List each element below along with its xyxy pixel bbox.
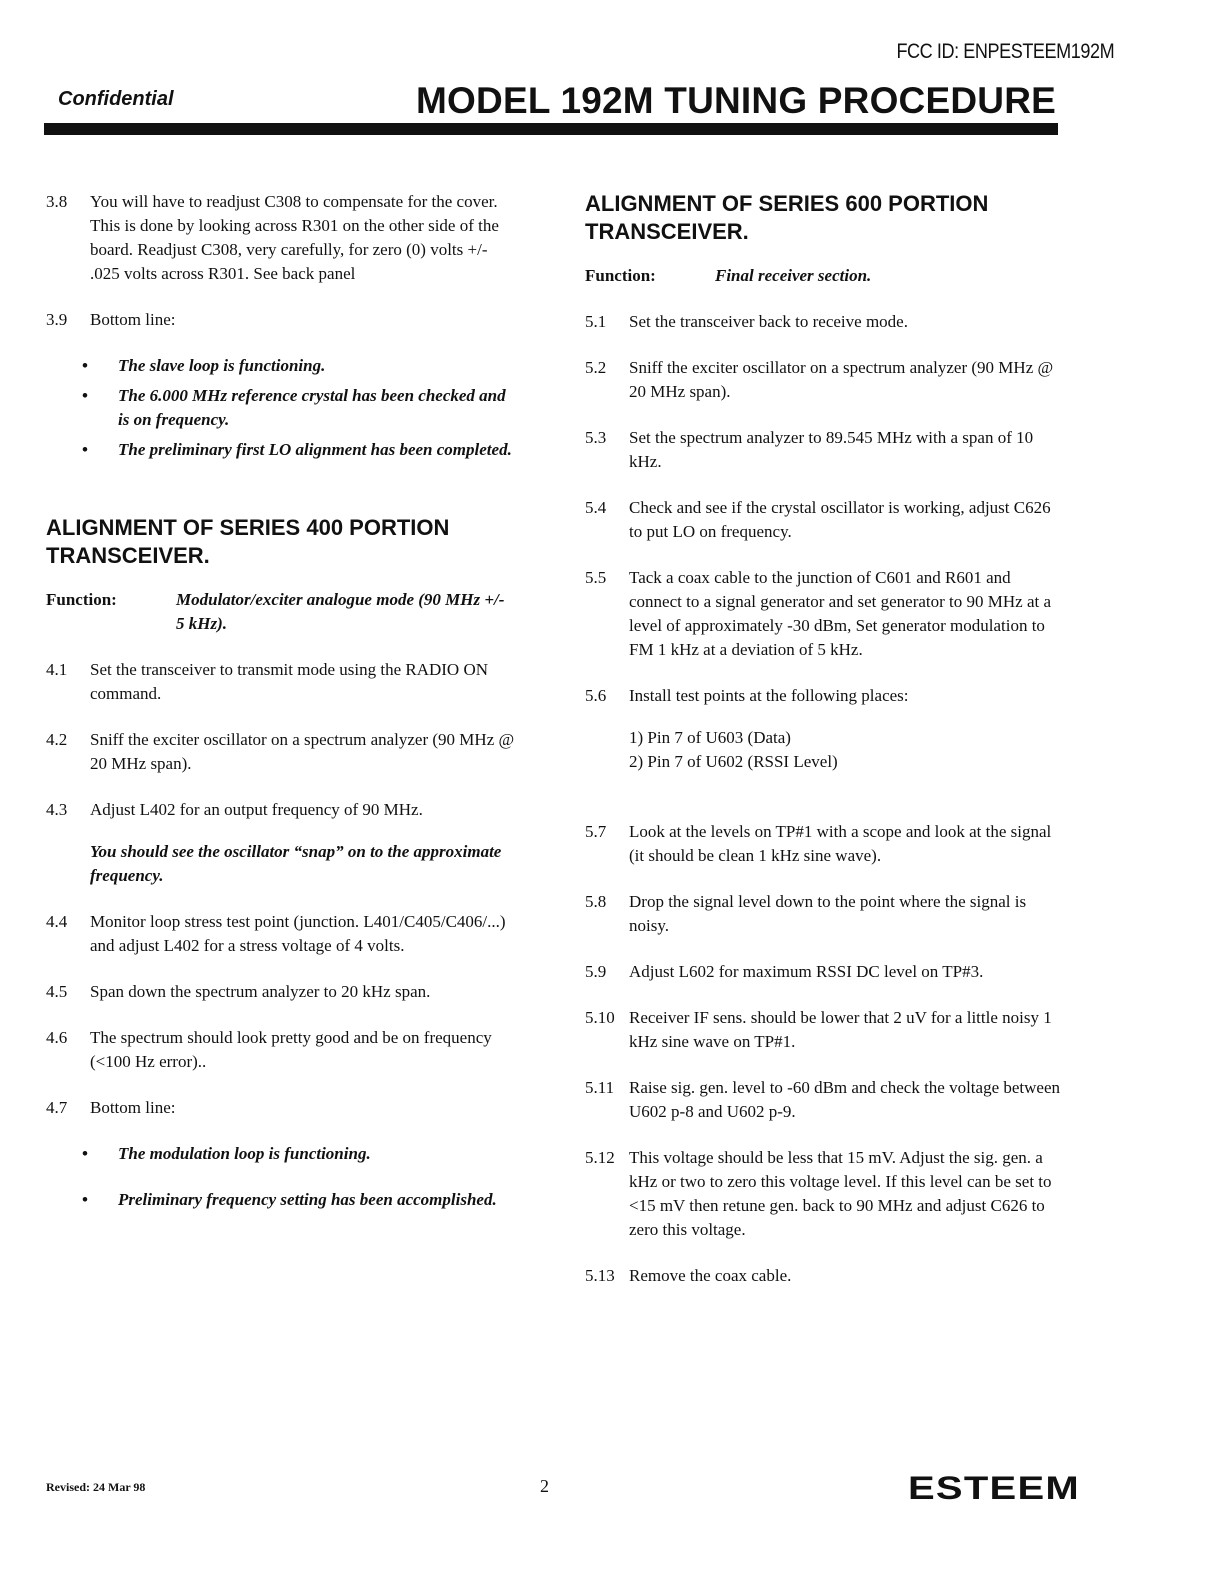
bullet-icon: • — [82, 440, 88, 459]
step-4-7 — [46, 1096, 516, 1120]
step-text: Drop the signal level down to the point where the signal is noisy. — [629, 892, 1027, 935]
step-text: Sniff the exciter oscillator on a spectrum analyzer (90 MHz @ 20 MHz span). — [90, 730, 515, 773]
test-point-list — [629, 726, 1065, 774]
confidential-label: Confidential — [58, 88, 174, 110]
step-number: 5.8 — [585, 892, 607, 911]
list-item — [82, 1142, 516, 1166]
step-number: 4.6 — [46, 1028, 68, 1047]
step-text: You will have to readjust C308 to compensate for the cover. This is done by looking across R301 on the other side of the board. Readjust C308, very carefully, for zero (0) volts +/- .025 volts across R301. See back panel — [90, 192, 499, 283]
step-4-5 — [46, 980, 516, 1004]
step-5-9 — [585, 960, 1065, 984]
right-column — [585, 190, 1065, 1310]
list-item — [82, 354, 516, 378]
step-number: 5.5 — [585, 568, 607, 587]
left-column — [46, 190, 516, 1234]
note-4-3: You should see the oscillator “snap” on to the approximate frequency. — [90, 842, 502, 885]
step-number: 5.11 — [585, 1078, 615, 1097]
step-number: 3.8 — [46, 192, 68, 211]
step-4-3 — [46, 798, 516, 822]
step-text: Set the transceiver to transmit mode using the RADIO ON command. — [90, 660, 489, 703]
step-number: 4.1 — [46, 660, 68, 679]
bottom-line-list-4-7 — [46, 1142, 516, 1212]
step-text: Span down the spectrum analyzer to 20 kHz span. — [90, 982, 431, 1001]
step-4-2 — [46, 728, 516, 776]
step-text: Set the spectrum analyzer to 89.545 MHz with a span of 10 kHz. — [629, 428, 1034, 471]
function-row-400 — [46, 588, 516, 636]
function-value: Final receiver section. — [715, 266, 872, 285]
step-5-4 — [585, 496, 1065, 544]
step-text: Monitor loop stress test point (junction. L401/C405/C406/...) and adjust L402 for a stress voltage of 4 volts. — [90, 912, 506, 955]
step-text: Adjust L402 for an output frequency of 90 MHz. — [90, 800, 423, 819]
step-number: 4.2 — [46, 730, 68, 749]
list-item — [82, 384, 516, 432]
step-5-7 — [585, 820, 1065, 868]
step-number: 5.12 — [585, 1148, 615, 1167]
step-text: The spectrum should look pretty good and be on frequency (<100 Hz error).. — [90, 1028, 492, 1071]
step-4-1 — [46, 658, 516, 706]
step-5-13 — [585, 1264, 1065, 1288]
bullet-icon: • — [82, 386, 88, 405]
function-value: Modulator/exciter analogue mode (90 MHz +/- 5 kHz). — [176, 590, 505, 633]
step-text: Tack a coax cable to the junction of C601 and R601 and connect to a signal generator and set generator to 90 MHz at a level of approximately -30 dBm, Set generator modulation to FM 1 kHz at a deviation of 5 kHz. — [629, 568, 1052, 659]
bullet-text: The preliminary first LO alignment has been completed. — [118, 440, 512, 459]
header-rule — [44, 123, 1058, 135]
bullet-text: The 6.000 MHz reference crystal has been checked and is on frequency. — [118, 386, 506, 429]
step-text: Raise sig. gen. level to -60 dBm and check the voltage between U602 p-8 and U602 p-9. — [629, 1078, 1061, 1121]
function-row-600 — [585, 264, 1065, 288]
step-number: 5.9 — [585, 962, 607, 981]
step-number: 5.2 — [585, 358, 607, 377]
step-5-5 — [585, 566, 1065, 662]
step-number: 5.3 — [585, 428, 607, 447]
step-5-3 — [585, 426, 1065, 474]
step-text: Adjust L602 for maximum RSSI DC level on TP#3. — [629, 962, 984, 981]
step-number: 4.7 — [46, 1098, 68, 1117]
step-5-10 — [585, 1006, 1065, 1054]
step-text: Install test points at the following places: — [629, 686, 909, 705]
step-number: 5.4 — [585, 498, 607, 517]
step-text: Bottom line: — [90, 310, 176, 329]
step-5-2 — [585, 356, 1065, 404]
step-text: Remove the coax cable. — [629, 1266, 792, 1285]
step-text: This voltage should be less that 15 mV. Adjust the sig. gen. a kHz or two to zero this voltage level. If this level can be set to <15 mV then retune gen. back to 90 MHz and adjust C626 to zero this voltage. — [629, 1148, 1052, 1239]
step-text: Look at the levels on TP#1 with a scope and look at the signal (it should be clean 1 kHz sine wave). — [629, 822, 1052, 865]
function-label: Function: — [46, 590, 117, 609]
page-title: MODEL 192M TUNING PROCEDURE — [416, 80, 1056, 121]
fcc-id: FCC ID: ENPESTEEM192M — [896, 40, 1114, 63]
function-label: Function: — [585, 266, 656, 285]
step-number: 5.7 — [585, 822, 607, 841]
revised-date: Revised: 24 Mar 98 — [46, 1480, 146, 1494]
step-number: 5.10 — [585, 1008, 615, 1027]
step-number: 4.3 — [46, 800, 68, 819]
step-number: 5.1 — [585, 312, 607, 331]
bullet-icon: • — [82, 1144, 88, 1163]
step-number: 5.13 — [585, 1266, 615, 1285]
step-number: 5.6 — [585, 686, 607, 705]
step-4-6 — [46, 1026, 516, 1074]
page-number: 2 — [540, 1476, 549, 1496]
list-item: 1) Pin 7 of U603 (Data) — [629, 728, 791, 747]
bullet-icon: • — [82, 1190, 88, 1209]
bullet-text: Preliminary frequency setting has been accomplished. — [118, 1190, 497, 1209]
bottom-line-list-3-9 — [46, 354, 516, 462]
step-5-11 — [585, 1076, 1065, 1124]
step-5-12 — [585, 1146, 1065, 1242]
step-text: Receiver IF sens. should be lower that 2 uV for a little noisy 1 kHz sine wave on TP#1. — [629, 1008, 1052, 1051]
bullet-icon: • — [82, 356, 88, 375]
step-text: Bottom line: — [90, 1098, 176, 1117]
step-5-8 — [585, 890, 1065, 938]
step-5-1 — [585, 310, 1065, 334]
list-item — [82, 438, 516, 462]
bullet-text: The slave loop is functioning. — [118, 356, 326, 375]
bullet-text: The modulation loop is functioning. — [118, 1144, 371, 1163]
step-number: 4.4 — [46, 912, 68, 931]
step-number: 3.9 — [46, 310, 68, 329]
section-heading-600: ALIGNMENT OF SERIES 600 PORTION TRANSCEIVER. — [585, 191, 989, 244]
step-5-6 — [585, 684, 1065, 708]
step-number: 4.5 — [46, 982, 68, 1001]
section-heading-400: ALIGNMENT OF SERIES 400 PORTION TRANSCEIVER. — [46, 515, 450, 568]
esteem-logo: ESTEEM — [908, 1470, 1080, 1506]
step-text: Set the transceiver back to receive mode. — [629, 312, 908, 331]
step-3-9 — [46, 308, 516, 332]
step-text: Sniff the exciter oscillator on a spectrum analyzer (90 MHz @ 20 MHz span). — [629, 358, 1054, 401]
step-4-4 — [46, 910, 516, 958]
list-item — [82, 1188, 516, 1212]
step-3-8 — [46, 190, 516, 286]
list-item: 2) Pin 7 of U602 (RSSI Level) — [629, 752, 838, 771]
step-text: Check and see if the crystal oscillator is working, adjust C626 to put LO on frequency. — [629, 498, 1051, 541]
